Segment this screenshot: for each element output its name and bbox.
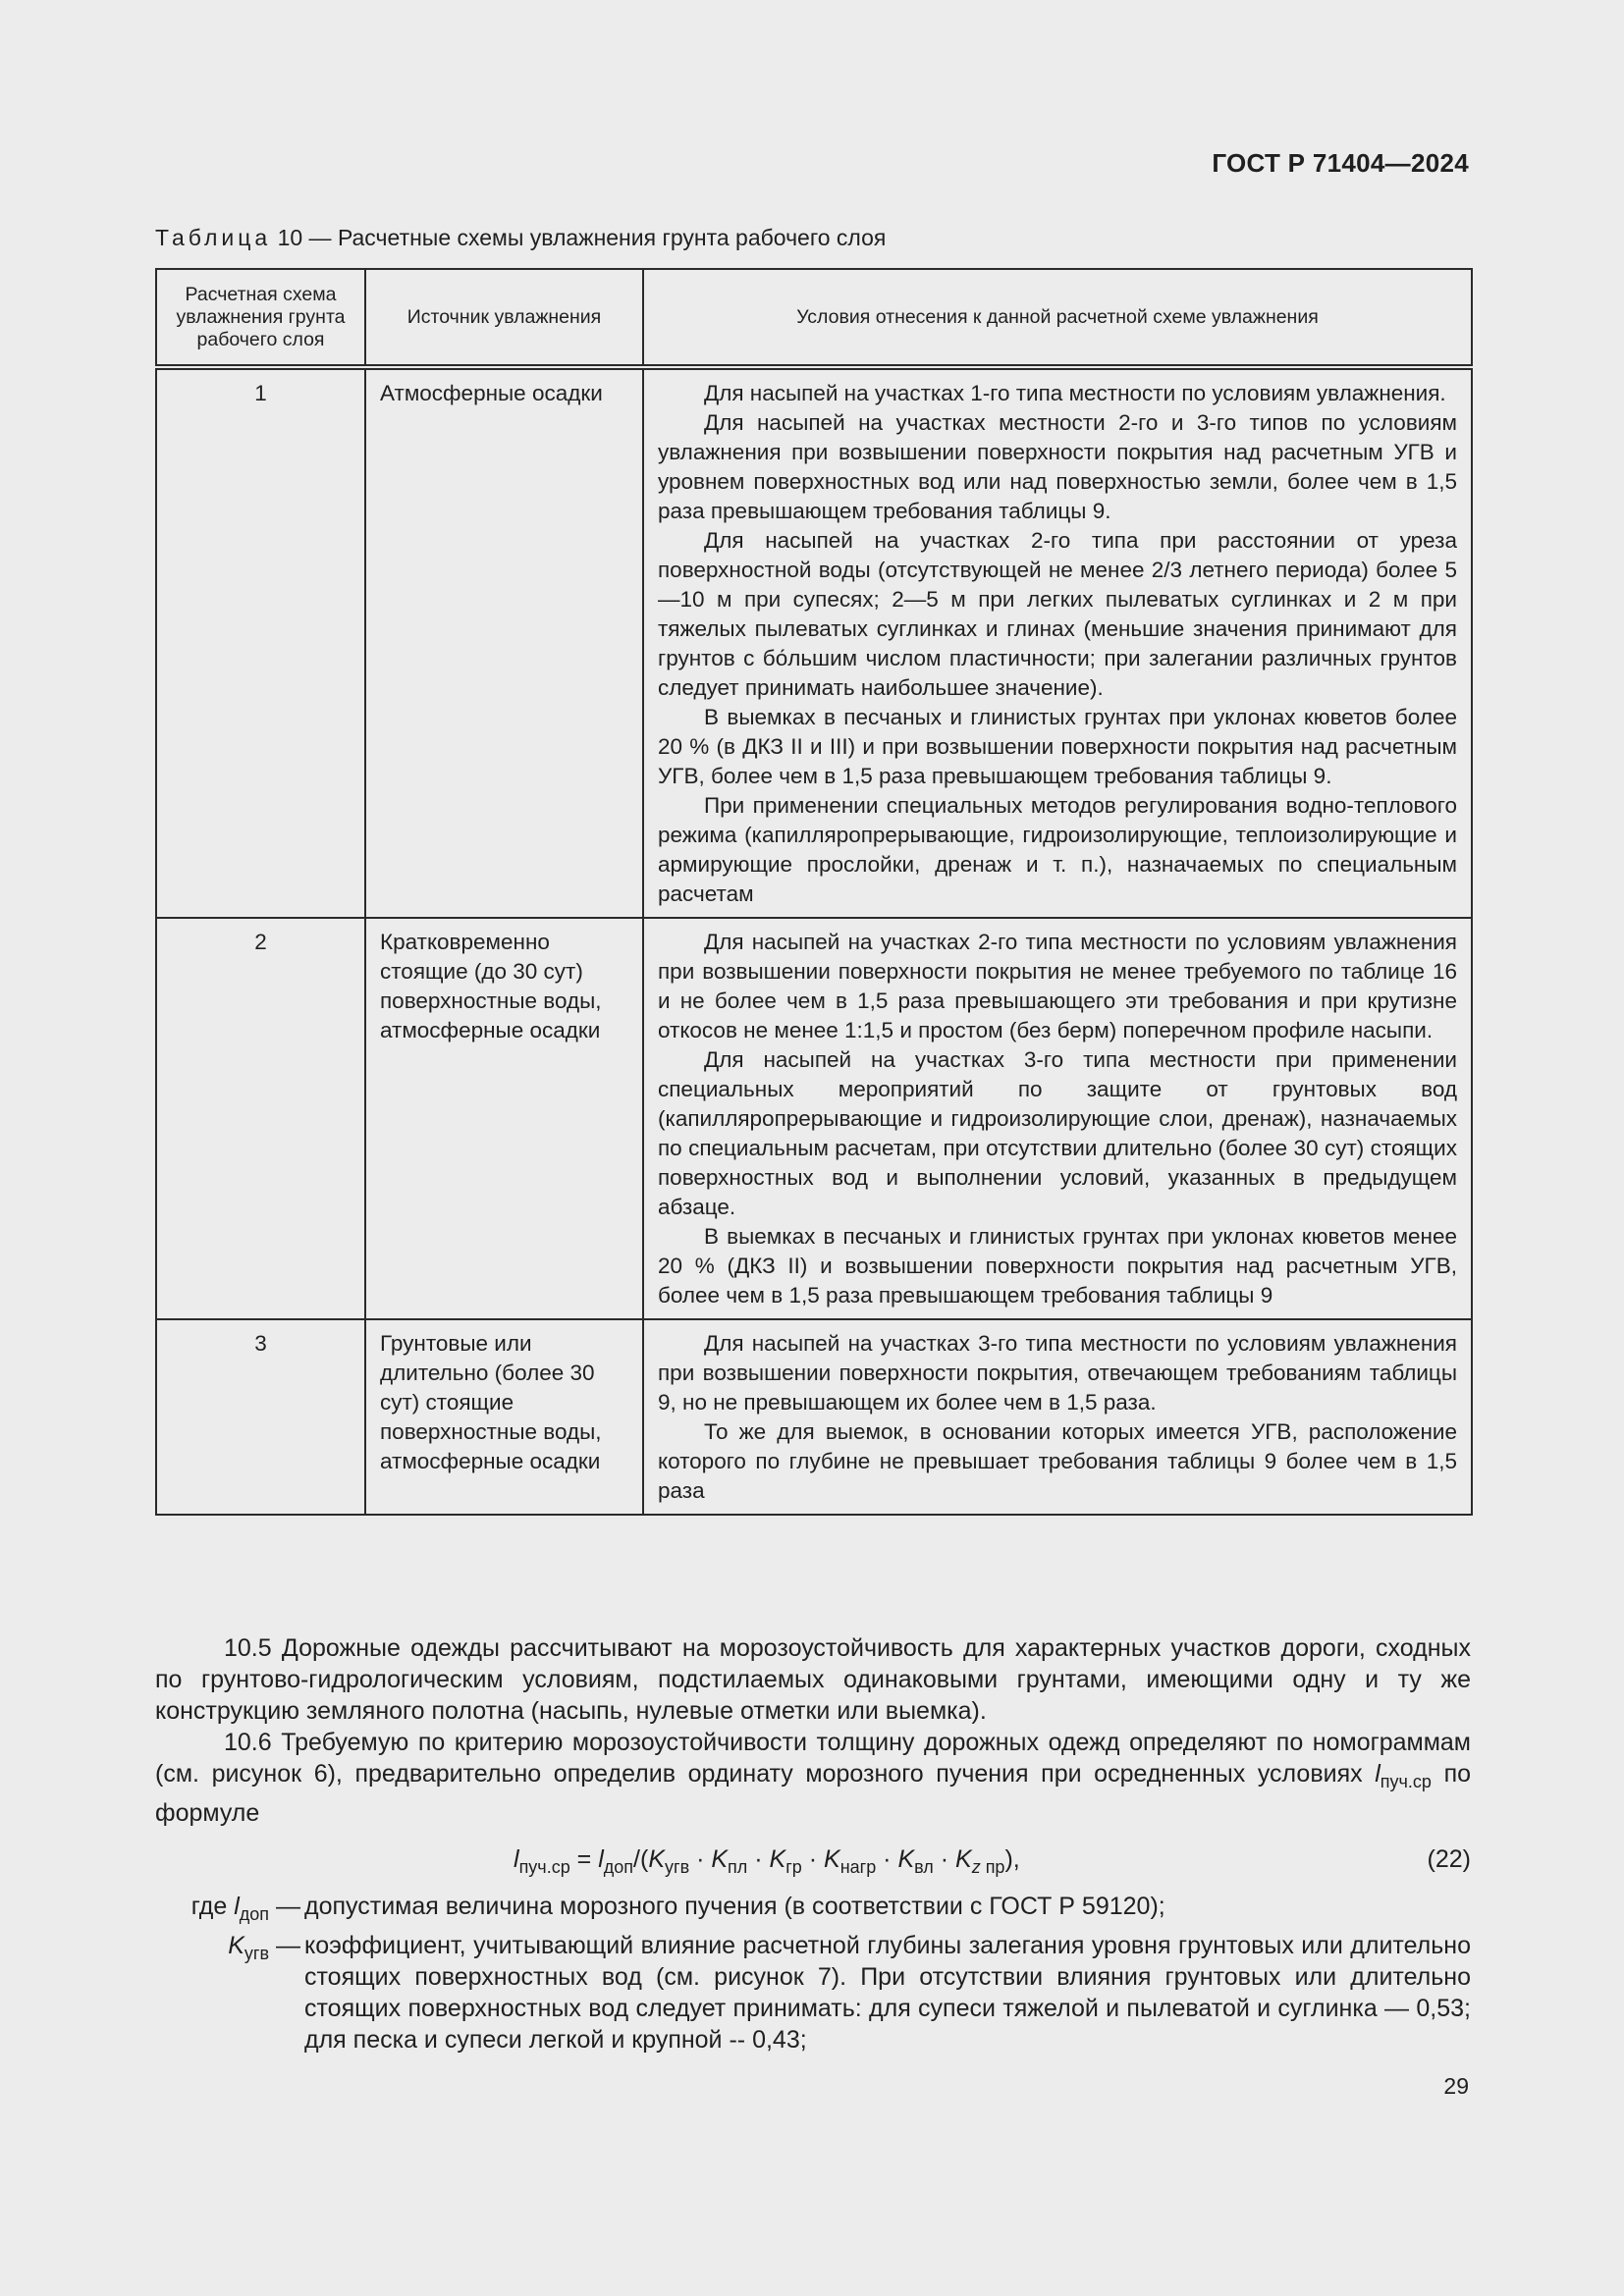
formula-sub: пл	[728, 1857, 748, 1877]
formula-sub: пуч.ср	[518, 1857, 570, 1877]
standard-designation: ГОСТ Р 71404—2024	[1212, 148, 1469, 178]
condition-paragraph: Для насыпей на участках 1-го типа местности по условиям увлажнения.	[704, 381, 1446, 405]
formula-op: /(	[633, 1845, 649, 1873]
definition-term	[155, 1891, 300, 1930]
formula-var: l	[514, 1845, 519, 1873]
formula-op: ),	[1004, 1845, 1020, 1873]
formula-op: ·	[876, 1845, 898, 1873]
definition-var: K	[228, 1932, 244, 1959]
formula-var: K	[897, 1845, 915, 1873]
condition-paragraph: Для насыпей на участках местности 2-го и 3-го типов по условиям увлажнения при возвышении поверхности покрытия над расчетным УГВ и уровнем поверхностных вод или над поверхностью земли, более чем в 1,5 раза превышающем требования таблицы 9.	[658, 410, 1457, 523]
conditions-cell	[643, 918, 1472, 1319]
formula-sub-var: z	[971, 1857, 981, 1877]
column-header-source: Источник увлажнения	[365, 269, 643, 367]
body-paragraphs	[155, 1632, 1471, 1829]
formula-expression	[514, 1843, 1020, 1883]
table-row	[156, 918, 1472, 1319]
formula-op: ·	[747, 1845, 770, 1873]
condition-paragraph: Для насыпей на участках 2-го типа местности по условиям увлажнения при возвышении поверхности покрытия не менее требуемого по таблице 16 и не более чем в 1,5 раза превышающего эти требования и при крутизне откосов не менее 1:1,5 и простом (без берм) поперечном профиле насыпи.	[658, 930, 1457, 1042]
formula-var: K	[711, 1845, 729, 1873]
definition-var: l	[234, 1893, 240, 1920]
condition-paragraph: В выемках в песчаных и глинистых грунтах при уклонах кюветов менее 20 % (ДКЗ II) и возвышении поверхности покрытия над расчетным УГВ, более чем в 1,5 раза превышающем требования таблицы 9	[658, 1224, 1457, 1308]
scheme-number: 1	[156, 367, 365, 918]
table-caption-label: Таблица	[155, 225, 272, 250]
conditions-cell	[643, 1319, 1472, 1515]
scheme-number: 2	[156, 918, 365, 1319]
formula-definitions	[155, 1891, 1471, 2056]
column-header-conditions: Условия отнесения к данной расчетной схеме увлажнения	[643, 269, 1472, 367]
page-number: 29	[1443, 2073, 1469, 2099]
paragraph-10-6	[155, 1727, 1471, 1829]
definition-text: допустимая величина морозного пучения (в соответствии с ГОСТ Р 59120);	[304, 1893, 1165, 1920]
moisture-source: Атмосферные осадки	[365, 367, 643, 918]
condition-paragraph: Для насыпей на участках 3-го типа местности при применении специальных мероприятий по защите от грунтовых вод (капилляропрерывающие и гидроизолирующие слои, дренаж), назначаемых по специальным расчетам, при отсутствии длительно (более 30 сут) стоящих поверхностных вод и выполнении условий, указанных в предыдущем абзаце.	[658, 1047, 1457, 1219]
formula-sub-text: пр	[980, 1857, 1005, 1877]
formula-op: ·	[689, 1845, 712, 1873]
definition-item	[155, 1930, 1471, 2056]
definition-sub: доп	[239, 1904, 270, 1924]
paragraph-10-5: 10.5 Дорожные одежды рассчитывают на морозоустойчивость для характерных участков дороги, сходных по грунтово-гидрологическим условиям, подстилаемых одинаковыми грунтами, имеющими одну и ту же конструкцию земляного полотна (насыпь, нулевые отметки или выемка).	[155, 1634, 1471, 1725]
formula-sub: нагр	[839, 1857, 877, 1877]
formula-22	[155, 1843, 1471, 1877]
moisture-schemes-table	[155, 268, 1473, 1516]
paragraph-10-6-text: 10.6 Требуемую по критерию морозоустойчивости толщину дорожных одежд определяют по номограммам (см. рисунок 6), предварительно определив ординату морозного пучения при осредненных условиях	[155, 1729, 1471, 1788]
definition-dash: —	[269, 1932, 300, 1959]
table-row	[156, 367, 1472, 918]
moisture-source: Кратковременно стоящие (до 30 сут) поверхностные воды, атмосферные осадки	[365, 918, 643, 1319]
formula-sub: угв	[665, 1857, 690, 1877]
formula-op: ·	[933, 1845, 955, 1873]
formula-op: =	[569, 1845, 599, 1873]
table-row	[156, 1319, 1472, 1515]
formula-var: K	[955, 1845, 972, 1873]
definition-prefix: где	[190, 1893, 235, 1920]
formula-var: K	[648, 1845, 665, 1873]
condition-paragraph: В выемках в песчаных и глинистых грунтах при уклонах кюветов более 20 % (в ДКЗ II и III) и при возвышении поверхности покрытия над расчетным УГВ, более чем в 1,5 раза превышающем требования таблицы 9.	[658, 705, 1457, 788]
table-header-row	[156, 269, 1472, 367]
condition-paragraph: Для насыпей на участках 2-го типа при расстоянии от уреза поверхностной воды (отсутствующей не менее 2/3 летнего периода) более 5—10 м при супесях; 2—5 м при легких пылеватых суглинках и 2 м при тяжелых пылеватых суглинках и глинах (меньшие значения принимают для грунтов с бо́льшим числом пластичности; при залегании различных грунтов следует принимать наибольшее значение).	[658, 528, 1457, 700]
formula-sub: вл	[914, 1857, 934, 1877]
table-caption	[155, 225, 886, 251]
equation-number: (22)	[1427, 1845, 1471, 1873]
definition-item	[155, 1891, 1471, 1930]
column-header-scheme: Расчетная схема увлажнения грунта рабочего слоя	[156, 269, 365, 367]
condition-paragraph: Для насыпей на участках 3-го типа местности по условиям увлажнения при возвышении поверхности покрытия, отвечающем требованиям таблицы 9, но не превышающем их более чем в 1,5 раза.	[658, 1331, 1457, 1415]
definition-sub: угв	[244, 1944, 270, 1963]
formula-var: K	[824, 1845, 840, 1873]
var-subscript: пуч.ср	[1380, 1772, 1432, 1791]
definition-term	[155, 1930, 300, 2056]
conditions-cell	[643, 367, 1472, 918]
moisture-source: Грунтовые или длительно (более 30 сут) стоящие поверхностные воды, атмосферные осадки	[365, 1319, 643, 1515]
formula-var: K	[769, 1845, 786, 1873]
paragraph-10-6-tail: по формуле	[155, 1760, 1472, 1827]
definition-dash: —	[269, 1893, 300, 1920]
formula-sub: гр	[785, 1857, 802, 1877]
formula-sub	[972, 1857, 1005, 1877]
condition-paragraph: При применении специальных методов регулирования водно-теплового режима (капилляропрерывающие, гидроизолирующие, теплоизолирующие и армирующие прослойки, дренаж и т. п.), назначаемых по специальным расчетам	[658, 793, 1457, 906]
formula-var: l	[598, 1845, 604, 1873]
table-caption-text: 10 — Расчетные схемы увлажнения грунта рабочего слоя	[277, 225, 887, 250]
formula-sub: доп	[603, 1857, 634, 1877]
definition-text: коэффициент, учитывающий влияние расчетной глубины залегания уровня грунтовых или длительно стоящих поверхностных вод (см. рисунок 7). При отсутствии влияния грунтовых или длительно стоящих поверхностных вод следует принимать: для супеси тяжелой и пылеватой и суглинка — 0,53; для песка и супеси легкой и крупной -- 0,43;	[304, 1932, 1471, 2054]
formula-op: ·	[801, 1845, 824, 1873]
scheme-number: 3	[156, 1319, 365, 1515]
condition-paragraph: То же для выемок, в основании которых имеется УГВ, расположение которого по глубине не превышает требования таблицы 9 более чем в 1,5 раза	[658, 1419, 1457, 1503]
var-l: l	[1375, 1760, 1380, 1788]
